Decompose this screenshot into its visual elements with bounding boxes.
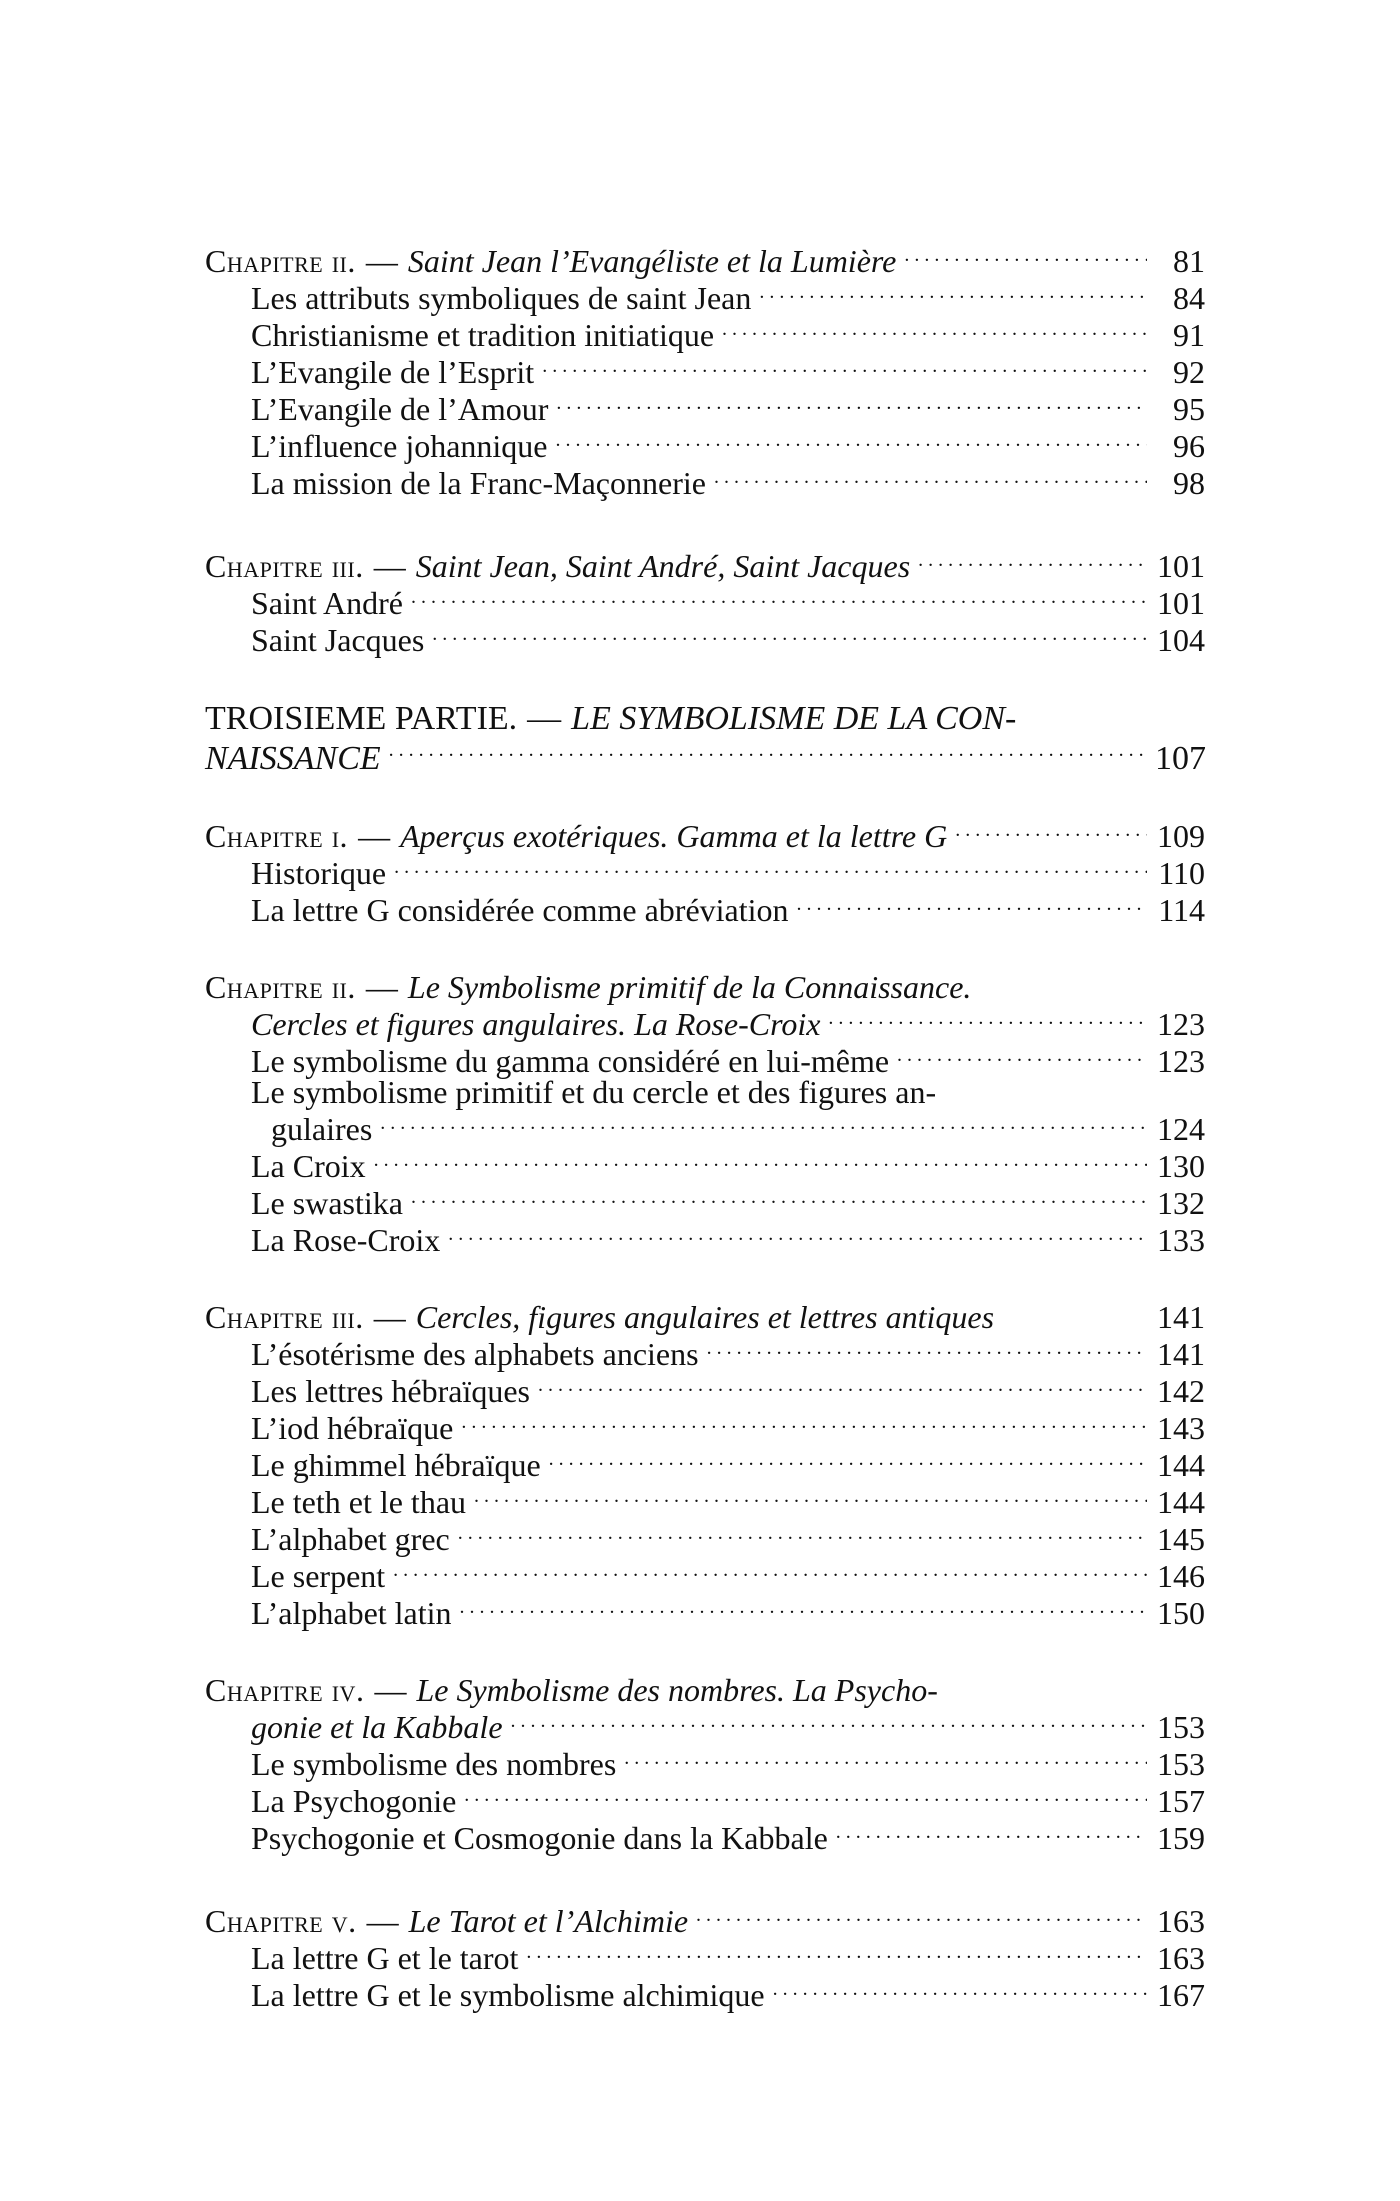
page-number: 144 bbox=[1157, 1484, 1205, 1520]
chapter-separator: — bbox=[365, 243, 398, 279]
toc-entry bbox=[205, 1518, 1205, 1555]
part-3-chapter-5-section bbox=[205, 1900, 1205, 2011]
dot-leader bbox=[556, 425, 1148, 457]
entry-text: L’alphabet latin bbox=[251, 1595, 452, 1631]
dot-leader bbox=[797, 889, 1147, 921]
chapter-label: Chapitre i. bbox=[205, 818, 349, 854]
toc-entry bbox=[205, 889, 1205, 926]
dot-leader bbox=[759, 277, 1147, 309]
toc-entry bbox=[205, 1743, 1205, 1780]
chapter-heading bbox=[205, 1672, 1205, 1708]
page-number: 84 bbox=[1173, 280, 1205, 316]
part-title: LE SYMBOLISME DE LA CON- bbox=[571, 700, 1017, 737]
entry-text: Le serpent bbox=[251, 1558, 386, 1594]
dot-leader bbox=[542, 351, 1147, 383]
page-number: 157 bbox=[1157, 1783, 1205, 1819]
chapter-heading bbox=[205, 240, 1205, 277]
dot-leader bbox=[432, 619, 1147, 651]
dot-leader bbox=[448, 1219, 1147, 1251]
page-number: 141 bbox=[1157, 1336, 1205, 1372]
page-number: 159 bbox=[1157, 1820, 1205, 1856]
dot-leader bbox=[624, 1743, 1147, 1775]
page-number: 142 bbox=[1157, 1373, 1205, 1409]
page-number: 144 bbox=[1157, 1447, 1205, 1483]
entry-text: L’influence johannique bbox=[251, 428, 548, 464]
toc-entry bbox=[205, 1074, 1205, 1110]
dot-leader bbox=[549, 1444, 1147, 1476]
chapter-heading bbox=[205, 545, 1205, 582]
toc-entry bbox=[205, 1407, 1205, 1444]
part-heading-line bbox=[205, 735, 1205, 775]
chapter-separator: — bbox=[366, 1903, 399, 1939]
entry-text: La mission de la Franc-Maçonnerie bbox=[251, 465, 706, 501]
chapter-label: Chapitre iv. bbox=[205, 1672, 365, 1708]
toc-entry bbox=[205, 852, 1205, 889]
page-number: 141 bbox=[1157, 1299, 1205, 1335]
chapter-separator: — bbox=[373, 548, 406, 584]
entry-text: Christianisme et tradition initiatique bbox=[251, 317, 715, 353]
toc-entry bbox=[205, 582, 1205, 619]
entry-text: L’ésotérisme des alphabets anciens bbox=[251, 1336, 699, 1372]
dot-leader bbox=[458, 1518, 1147, 1550]
dot-leader bbox=[461, 1407, 1147, 1439]
dot-leader bbox=[411, 1182, 1147, 1214]
toc-entry bbox=[205, 425, 1205, 462]
chapter-label: Chapitre iii. bbox=[205, 1299, 364, 1335]
toc-entry bbox=[205, 277, 1205, 314]
dot-leader bbox=[556, 388, 1147, 420]
entry-text: Le symbolisme des nombres bbox=[251, 1746, 617, 1782]
page-number: 110 bbox=[1158, 855, 1205, 891]
entry-text: L’iod hébraïque bbox=[251, 1410, 454, 1446]
entry-text: Psychogonie et Cosmogonie dans la Kabbale bbox=[251, 1820, 828, 1856]
dot-leader bbox=[714, 462, 1147, 494]
page-number: 133 bbox=[1157, 1222, 1205, 1258]
dot-leader bbox=[511, 1706, 1147, 1738]
entry-text: La Rose-Croix bbox=[251, 1222, 441, 1258]
chapter-separator: — bbox=[365, 969, 398, 1005]
toc-entry bbox=[205, 1592, 1205, 1629]
page-number: 107 bbox=[1155, 740, 1206, 777]
entry-text: Le symbolisme primitif et du cercle et des figures an- bbox=[251, 1074, 937, 1110]
part-3-chapter-1-section bbox=[205, 815, 1205, 926]
toc-entry bbox=[205, 314, 1205, 351]
page-number: 101 bbox=[1157, 548, 1205, 584]
toc-entry bbox=[205, 1182, 1205, 1219]
page-number: 124 bbox=[1157, 1111, 1205, 1147]
page-number: 95 bbox=[1173, 391, 1205, 427]
toc-entry bbox=[205, 351, 1205, 388]
table-of-contents bbox=[205, 240, 1205, 2057]
chapter-heading-continued bbox=[205, 1003, 1205, 1040]
page-number: 150 bbox=[1157, 1595, 1205, 1631]
toc-entry bbox=[205, 619, 1205, 656]
toc-entry bbox=[205, 1219, 1205, 1256]
page-number: 123 bbox=[1157, 1043, 1205, 1079]
chapter-heading bbox=[205, 969, 1205, 1005]
dot-leader bbox=[904, 240, 1147, 272]
dot-leader bbox=[393, 1555, 1147, 1587]
page-number: 153 bbox=[1157, 1746, 1205, 1782]
chapter-separator: — bbox=[373, 1299, 406, 1335]
chapter-title: Le Tarot et l’Alchimie bbox=[408, 1903, 689, 1939]
page-number: 109 bbox=[1157, 818, 1205, 854]
part-3-chapter-4-section bbox=[205, 1672, 1205, 1856]
chapter-separator: — bbox=[374, 1672, 407, 1708]
dot-leader bbox=[460, 1592, 1147, 1624]
part-3-chapter-2-section bbox=[205, 969, 1205, 1258]
chapter-heading bbox=[205, 1900, 1205, 1937]
part-3-chapter-3-section bbox=[205, 1299, 1205, 1631]
dot-leader bbox=[526, 1937, 1147, 1969]
toc-entry bbox=[205, 388, 1205, 425]
entry-text: La Croix bbox=[251, 1148, 366, 1184]
entry-text: La lettre G et le tarot bbox=[251, 1940, 519, 1976]
part-heading-line bbox=[205, 702, 1205, 735]
dot-leader bbox=[389, 735, 1147, 769]
chapter-label: Chapitre v. bbox=[205, 1903, 357, 1939]
page-number: 98 bbox=[1173, 465, 1205, 501]
dot-leader bbox=[538, 1370, 1147, 1402]
page-number: 146 bbox=[1157, 1558, 1205, 1594]
toc-entry bbox=[205, 1333, 1205, 1370]
chapter-title-continued: gonie et la Kabbale bbox=[251, 1709, 503, 1745]
toc-entry bbox=[205, 1481, 1205, 1518]
dot-leader bbox=[411, 582, 1147, 614]
toc-entry bbox=[205, 1444, 1205, 1481]
page-number: 153 bbox=[1157, 1709, 1205, 1745]
entry-text: La Psychogonie bbox=[251, 1783, 457, 1819]
entry-text: L’Evangile de l’Amour bbox=[251, 391, 549, 427]
chapter-3-section bbox=[205, 545, 1205, 656]
part-separator: — bbox=[527, 700, 562, 737]
entry-text: Historique bbox=[251, 855, 387, 891]
part-label: TROISIEME PARTIE. bbox=[205, 700, 518, 737]
page-number: 143 bbox=[1157, 1410, 1205, 1446]
page-number: 104 bbox=[1157, 622, 1205, 658]
chapter-label: Chapitre ii. bbox=[205, 243, 356, 279]
dot-leader bbox=[464, 1780, 1147, 1812]
chapter-title: Saint Jean, Saint André, Saint Jacques bbox=[415, 548, 911, 584]
dot-leader bbox=[897, 1040, 1147, 1072]
part-title-continued: NAISSANCE bbox=[205, 740, 381, 777]
entry-text: L’Evangile de l’Esprit bbox=[251, 354, 535, 390]
toc-entry bbox=[205, 1974, 1205, 2011]
chapter-label: Chapitre iii. bbox=[205, 548, 364, 584]
dot-leader bbox=[380, 1108, 1147, 1140]
chapter-title: Le Symbolisme des nombres. La Psycho- bbox=[416, 1672, 938, 1708]
entry-text: Le ghimmel hébraïque bbox=[251, 1447, 541, 1483]
toc-entry bbox=[205, 1040, 1205, 1077]
dot-leader bbox=[955, 815, 1147, 847]
entry-text: L’alphabet grec bbox=[251, 1521, 450, 1557]
chapter-title-continued: Cercles et figures angulaires. La Rose-Croix bbox=[251, 1006, 821, 1042]
chapter-title: Aperçus exotériques. Gamma et la lettre G bbox=[400, 818, 948, 854]
toc-entry bbox=[205, 1555, 1205, 1592]
dot-leader bbox=[918, 545, 1147, 577]
page-number: 167 bbox=[1157, 1977, 1205, 2013]
toc-entry bbox=[205, 462, 1205, 499]
page-number: 130 bbox=[1157, 1148, 1205, 1184]
dot-leader bbox=[474, 1481, 1147, 1513]
dot-leader bbox=[828, 1003, 1147, 1035]
page-number: 132 bbox=[1157, 1185, 1205, 1221]
chapter-title: Cercles, figures angulaires et lettres antiques bbox=[415, 1299, 995, 1335]
page-number: 145 bbox=[1157, 1521, 1205, 1557]
page-number: 163 bbox=[1157, 1903, 1205, 1939]
dot-leader bbox=[773, 1974, 1147, 2006]
toc-entry bbox=[205, 1780, 1205, 1817]
entry-text: La lettre G et le symbolisme alchimique bbox=[251, 1977, 765, 2013]
page-number: 92 bbox=[1173, 354, 1205, 390]
entry-text: Le symbolisme du gamma considéré en lui-même bbox=[251, 1043, 890, 1079]
chapter-title: Saint Jean l’Evangéliste et la Lumière bbox=[407, 243, 897, 279]
page-number: 91 bbox=[1173, 317, 1205, 353]
entry-text-continued: gulaires bbox=[271, 1111, 373, 1147]
page-number: 123 bbox=[1157, 1006, 1205, 1042]
dot-leader bbox=[722, 314, 1147, 346]
entry-text: Le teth et le thau bbox=[251, 1484, 467, 1520]
page-number: 81 bbox=[1173, 243, 1205, 279]
entry-text: Saint Jacques bbox=[251, 622, 425, 658]
page-number: 163 bbox=[1157, 1940, 1205, 1976]
part-3-heading bbox=[205, 702, 1205, 775]
chapter-heading bbox=[205, 815, 1205, 852]
toc-entry bbox=[205, 1937, 1205, 1974]
entry-text: Saint André bbox=[251, 585, 403, 621]
toc-entry-continued bbox=[205, 1108, 1205, 1145]
chapter-heading bbox=[205, 1299, 1205, 1335]
page-number: 96 bbox=[1173, 428, 1205, 464]
chapter-title: Le Symbolisme primitif de la Connaissance. bbox=[407, 969, 972, 1005]
toc-entry bbox=[205, 1370, 1205, 1407]
chapter-2-section bbox=[205, 240, 1205, 499]
toc-entry bbox=[205, 1145, 1205, 1182]
entry-text: Les lettres hébraïques bbox=[251, 1373, 530, 1409]
entry-text: Le swastika bbox=[251, 1185, 403, 1221]
dot-leader bbox=[836, 1817, 1147, 1849]
entry-text: Les attributs symboliques de saint Jean bbox=[251, 280, 752, 316]
chapter-heading-continued bbox=[205, 1706, 1205, 1743]
dot-leader bbox=[707, 1333, 1147, 1365]
chapter-label: Chapitre ii. bbox=[205, 969, 356, 1005]
page-number: 114 bbox=[1158, 892, 1205, 928]
entry-text: La lettre G considérée comme abréviation bbox=[251, 892, 789, 928]
dot-leader bbox=[374, 1145, 1147, 1177]
toc-entry bbox=[205, 1817, 1205, 1854]
page-number: 101 bbox=[1157, 585, 1205, 621]
dot-leader bbox=[394, 852, 1147, 884]
dot-leader bbox=[696, 1900, 1147, 1932]
chapter-separator: — bbox=[358, 818, 391, 854]
